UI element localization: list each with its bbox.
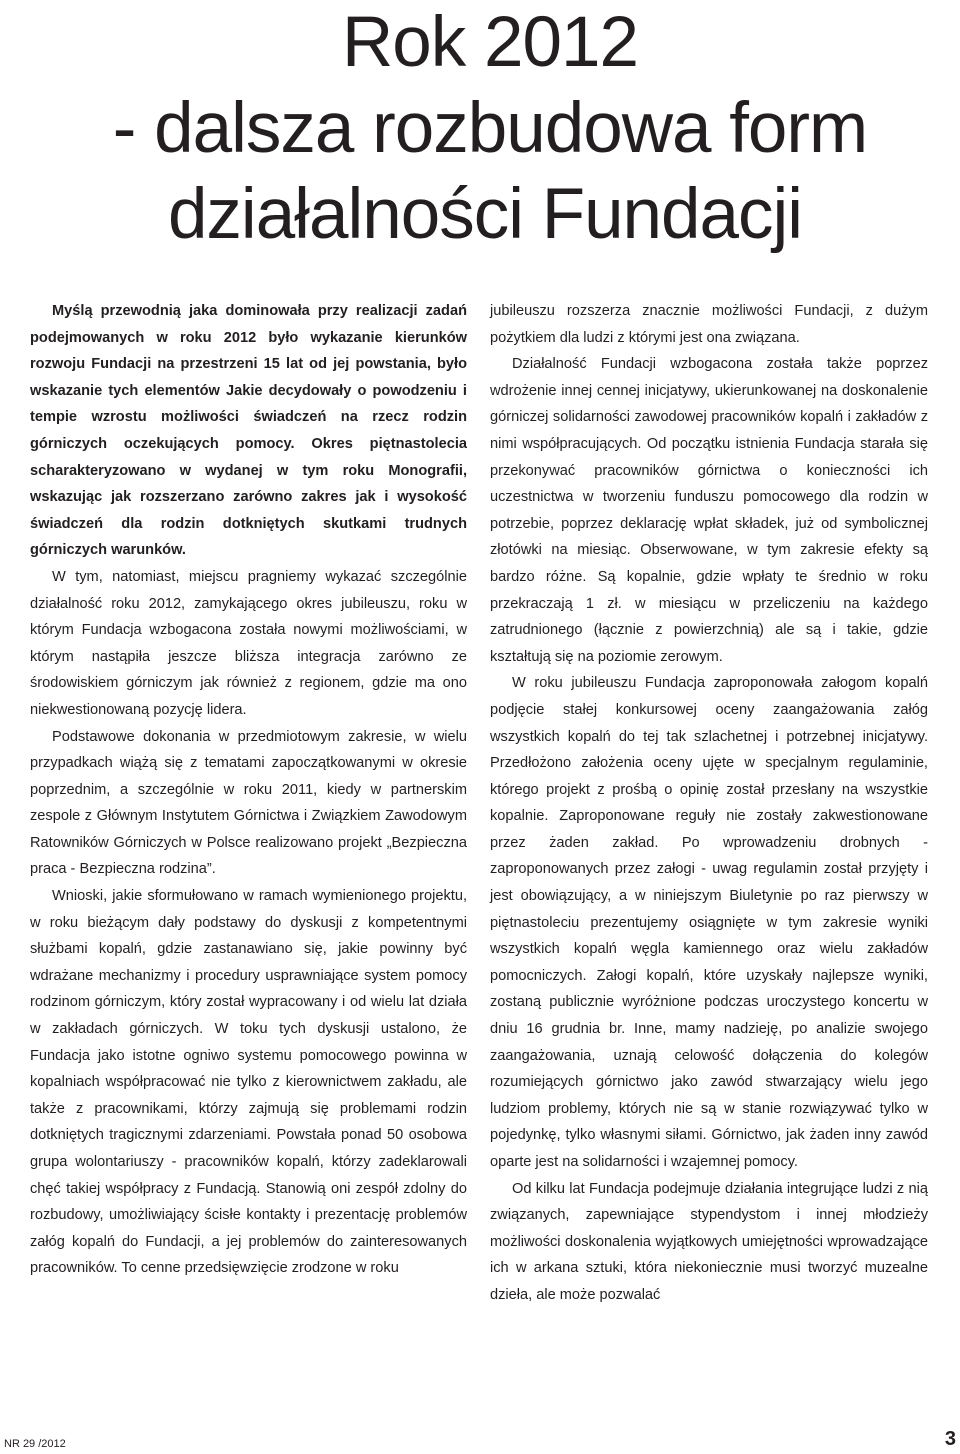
- issue-number: NR 29 /2012: [4, 1438, 66, 1450]
- left-column: [30, 298, 467, 1282]
- body-paragraph: W tym, natomiast, miejscu pragniemy wykazać szczególnie działalność roku 2012, zamykającego okres jubileuszu, roku w którym Fundacja wzbogacona została nowymi możliwościami, w którym nastąpiła jeszcze bliższa integracja zarówno ze środowiskiem górniczym jak również z regionem, gdzie ma ono niekwestionowaną pozycję lidera.: [30, 568, 467, 718]
- body-paragraph: W roku jubileuszu Fundacja zaproponowała załogom kopalń podjęcie stałej konkursowej oceny zaangażowania załóg wszystkich kopalń do tej tak szlachetnej i potrzebnej inicjatywy. Przedłożono założenia oceny ujęte w specjalnym regulaminie, którego projekt z prośbą o opinię został przesłany na wszystkie kopalnie. Zaproponowane reguły nie zostały zakwestionowane przez żaden zakład. Po wprowadzeniu drobnych - zaproponowanych przez załogi - uwag regulamin został przyjęty i jest obowiązujący, a w niniejszym Biuletynie po raz pierwszy w piętnastoleciu prezentujemy osiągnięte w tym zakresie wyniki wszystkich kopalń węgla kamiennego oraz wielu zakładów pomocniczych. Załogi kopalń, które uzyskały najlepsze wyniki, zostaną publicznie wyróżnione podczas uroczystego koncertu w dniu 16 grudnia br. Inne, mamy nadzieję, po analizie swojego zaangażowania, uznają celowość dołączenia do kolegów rozumiejących górnictwo jako zawód stwarzający wielu jego ludziom problemy, których nie są w stanie rozwiązywać tylko w pojedynkę, tylko własnymi siłami. Górnictwo, jak żaden inny zawód oparte jest na solidarności i wzajemnej pomocy.: [490, 675, 928, 1170]
- page-number: 3: [944, 1428, 956, 1450]
- page-title: [0, 0, 960, 258]
- title-line-1: Rok 2012: [342, 3, 638, 82]
- body-paragraph: Działalność Fundacji wzbogacona została także poprzez wdrożenie innej cennej inicjatywy, ukierunkowanej na doskonalenie górniczej solidarności zawodowej pracowników kopalń i zakładów z nimi współpracujących. Od początku istnienia Fundacja starała się przekonywać pracowników górnictwa o konieczności ich uczestnictwa w tworzeniu funduszu pomocowego dla rodzin w potrzebie, poprzez deklarację wpłat składek, już od symbolicznej złotówki na miesiąc. Obserwowane, w tym zakresie efekty są bardzo różne. Są kopalnie, gdzie wpłaty te średnio w roku przekraczają 1 zł. w miesiącu w przeliczeniu na każdego zatrudnionego (łącznie z powierzchnią) ale są i takie, gdzie kształtują się na poziomie zerowym.: [490, 356, 928, 665]
- right-column: [490, 298, 928, 1309]
- body-paragraph: Od kilku lat Fundacja podejmuje działania integrujące ludzi z nią związanych, zapewniające stypendystom i innej młodzieży możliwości doskonalenia wyjątkowych umiejętności wprowadzające ich w arkana sztuki, która niekoniecznie musi tworzyć muzealne dzieła, ale może pozwalać: [490, 1180, 928, 1303]
- title-line-3: działalności Fundacji: [167, 175, 803, 254]
- continued-paragraph: jubileuszu rozszerza znacznie możliwości Fundacji, z dużym pożytkiem dla ludzi z którymi jest ona związana.: [490, 303, 928, 346]
- intro-paragraph: Myślą przewodnią jaka dominowała przy realizacji zadań podejmowanych w roku 2012 było wykazanie kierunków rozwoju Fundacji na przestrzeni 15 lat od jej powstania, było wskazanie tych elementów Jakie decydowały o powodzeniu i tempie wzrostu możliwości świadczeń na rzecz rodzin górniczych oczekujących pomocy. Okres piętnastolecia scharakteryzowano w wydanej w tym roku Monografii, wskazując jak rozszerzano zarówno zakres jak i wysokość świadczeń dla rodzin dotkniętych skutkami trudnych górniczych warunków.: [30, 303, 467, 559]
- body-paragraph: Wnioski, jakie sformułowano w ramach wymienionego projektu, w roku bieżącym dały podstawy do dyskusji z kompetentnymi służbami kopalń, gdzie zastanawiano się, jakie powinny być wdrażane mechanizmy i procedury usprawniające system pomocy rodzinom górniczym, który został wypracowany i od wielu lat działa w zakładach górniczych. W toku tych dyskusji ustalono, że Fundacja jako istotne ogniwo systemu pomocowego powinna w kopalniach współpracować nie tylko z kierownictwem zakładu, ale także z pracownikami, którzy zajmują się problemami rodzin dotkniętych tragicznymi zdarzeniami. Powstała ponad 50 osobowa grupa wolontariuszy - pracowników kopalń, którzy zadeklarowali chęć takiej współpracy z Fundacją. Stanowią oni zespół zdolny do rozbudowy, umożliwiający ścisłe kontakty i prezentację problemów załóg kopalń do Fundacji, a jej problemów do zainteresowanych pracowników. To cenne przedsięwzięcie zrodzone w roku: [30, 888, 467, 1277]
- body-paragraph: Podstawowe dokonania w przedmiotowym zakresie, w wielu przypadkach wiążą się z tematami zapoczątkowanymi w okresie poprzednim, a szczególnie w roku 2011, kiedy w partnerskim zespole z Głównym Instytutem Górnictwa i Związkiem Zawodowym Ratowników Górniczych w Polsce realizowano projekt „Bezpieczna praca - Bezpieczna rodzina”.: [30, 728, 467, 878]
- title-line-2: - dalsza rozbudowa form: [112, 89, 868, 168]
